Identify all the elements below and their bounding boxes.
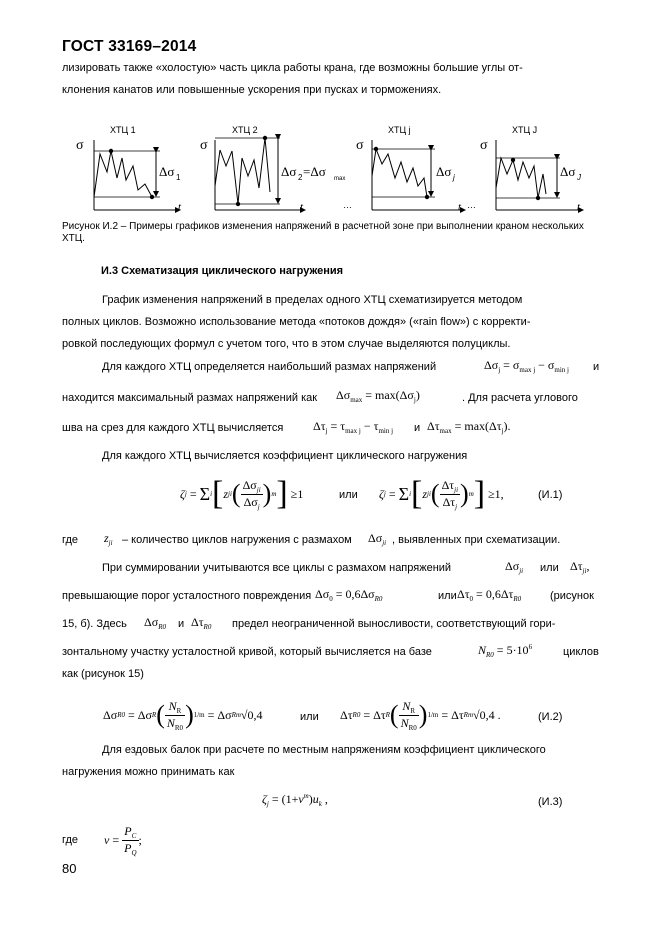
panel-1-title: ХТЦ 1 xyxy=(110,125,136,135)
p4-line-3-end: предел неограниченной выносливости, соответствующий гори- xyxy=(232,618,556,630)
panel-1-sigma: σ xyxy=(76,138,84,153)
p4-line-4: зонтальному участку усталостной кривой, который вычисляется на базе xyxy=(62,646,432,658)
section-heading: И.3 Схематизация циклического нагружения xyxy=(101,265,344,277)
p4-line-1-or: или xyxy=(540,562,559,574)
panel-2-sigma: σ xyxy=(200,138,208,153)
where-label-2: где xyxy=(62,834,79,846)
formula-delta-tau-max: $\Delta\tau_{max} = \max(\Delta\tau_j)$. xyxy=(427,419,511,435)
figure-panel-2 xyxy=(200,125,352,213)
panel-4-t: t xyxy=(577,201,581,213)
p2-line-1: Для каждого ХТЦ определяется наибольший размах напряжений xyxy=(102,361,437,373)
panel-3-dots: … xyxy=(467,200,476,210)
p2-line-2-end: . Для расчета углового xyxy=(462,392,578,404)
p1-line-2: полных циклов. Возможно использование метода «потоков дождя» («rain flow») с корректи- xyxy=(62,316,531,328)
p3-line: Для каждого ХТЦ вычисляется коэффициент циклического нагружения xyxy=(102,450,468,462)
panel-3-t: t xyxy=(458,201,462,213)
equation-i1-number: (И.1) xyxy=(538,489,563,501)
symbol-z-ji: $z_{ji}$ xyxy=(104,531,113,547)
figure-caption: Рисунок И.2 – Примеры графиков изменения напряжений в расчетной зоне при выполнении краном нескольких ХТЦ. xyxy=(62,221,584,244)
p4-line-5: как (рисунок 15) xyxy=(62,668,144,680)
p2-line-2: находится максимальный размах напряжений как xyxy=(62,392,318,404)
formula-n-r0: $N_{R0} = 5\cdot 10^6$ xyxy=(478,643,533,659)
p4-line-4-end: циклов xyxy=(563,646,599,658)
panel-3-delta: Δσ xyxy=(436,164,452,179)
equation-i1-right: ζ j = Σ i [ z ji ( $\frac{\Delta\tau_{ji}}{\Delta\tau_j}$ ) m ] ≥1, xyxy=(379,475,504,512)
figure-panel-3 xyxy=(356,125,476,213)
equation-i2-left: Δσ R0 = Δσ R ( $\frac{N_R}{N_{R0}}$ ) 1/m = Δσ R m √0,4 xyxy=(103,698,263,732)
p1-line-1: График изменения напряжений в пределах одного ХТЦ схематизируется методом xyxy=(102,294,523,306)
panel-2-t: t xyxy=(300,201,304,213)
figure-panel-1 xyxy=(76,125,182,213)
formula-v: v = $\frac{P_C}{P_Q}$ ; xyxy=(104,823,142,857)
symbol-delta-tau-ji: $\Delta\tau_{ji}$, xyxy=(570,559,590,575)
panel-1-t: t xyxy=(178,201,182,213)
panel-4-title: ХТЦ J xyxy=(512,125,538,135)
stress-cycle-figure xyxy=(60,118,605,222)
document-header: ГОСТ 33169–2014 xyxy=(62,38,197,55)
intro-line-1: лизировать также «холостую» часть цикла работы крана, где возможны большие углы от- xyxy=(62,62,523,74)
symbol-delta-tau-r0: $\Delta\tau_{R0}$ xyxy=(191,615,212,631)
symbol-delta-sigma-ji: $\Delta\sigma_{ji}$ xyxy=(368,531,387,547)
panel-1-delta: Δσ xyxy=(159,164,175,179)
formula-delta-sigma-0: $\Delta\sigma_0 = 0,6\Delta\sigma_{R0}$ xyxy=(315,587,383,603)
symbol-delta-sigma-r0: $\Delta\sigma_{R0}$ xyxy=(144,615,166,631)
panel-4-delta-sub: J xyxy=(577,173,581,182)
p4-line-3-and: и xyxy=(178,618,185,630)
panel-2-max-sub: max xyxy=(334,176,346,182)
equation-i2-number: (И.2) xyxy=(538,711,563,723)
equation-i3-number: (И.3) xyxy=(538,796,563,808)
formula-delta-tau-j: $\Delta\tau_j = \tau_{max j} - \tau_{min j}$ xyxy=(313,419,394,435)
panel-3-delta-sub: j xyxy=(453,173,455,182)
p4-line-2: превышающие порог усталостного повреждения xyxy=(62,590,312,602)
formula-delta-sigma-max: $\Delta\sigma_{max} = \max(\Delta\sigma_j)$ xyxy=(336,388,420,404)
p1-line-3: ровкой последующих формул с учетом того, что в этом случае выделяются полуциклы. xyxy=(62,338,511,350)
p4-line-1: При суммировании учитываются все циклы с размахом напряжений xyxy=(102,562,452,574)
where-text-1-end: , выявленных при схематизации. xyxy=(392,534,561,546)
symbol-delta-sigma-ji-2: $\Delta\sigma_{ji}$ xyxy=(505,559,524,575)
panel-2-delta-max: =Δσ xyxy=(303,164,326,179)
equation-i1-or: или xyxy=(339,489,358,501)
panel-2-title: ХТЦ 2 xyxy=(232,125,258,135)
panel-3-title: ХТЦ j xyxy=(388,125,411,135)
equation-i1-left: ζ j = Σ i [ z ji ( $\frac{\Delta\sigma_{ji}}{\Delta\sigma_j}$ ) m ] ≥1 xyxy=(180,475,304,512)
formula-delta-sigma-j: $\Delta\sigma_j = \sigma_{max j} - \sigma_{min j}$ xyxy=(484,358,569,374)
panel-1-delta-sub: 1 xyxy=(176,173,181,182)
formula-delta-tau-0: $\Delta\tau_0 = 0,6\Delta\tau_{R0}$ xyxy=(457,587,522,603)
page-number: 80 xyxy=(62,861,77,876)
intro-line-2: клонения канатов или повышенные ускорения при пусках и торможениях. xyxy=(62,84,442,96)
panel-2-delta: Δσ xyxy=(281,164,297,179)
p4-line-3-start: 15, б). Здесь xyxy=(62,618,127,630)
panel-4-delta: Δσ xyxy=(560,164,576,179)
equation-i2-or: или xyxy=(300,711,319,723)
panel-2-dots: … xyxy=(343,200,352,210)
p2-line-1-end: и xyxy=(593,361,600,373)
p5-line-2: нагружения можно принимать как xyxy=(62,766,235,778)
p2-line-3-and: и xyxy=(414,422,421,434)
p4-line-2-or: или xyxy=(438,590,457,602)
p2-line-3: шва на срез для каждого ХТЦ вычисляется xyxy=(62,422,284,434)
panel-2-delta-sub: 2 xyxy=(298,173,303,182)
where-text-1: – количество циклов нагружения с размахом xyxy=(122,534,352,546)
p5-line-1: Для ездовых балок при расчете по местным напряжениям коэффициент циклического xyxy=(102,744,546,756)
panel-4-sigma: σ xyxy=(480,138,488,153)
figure-panel-4 xyxy=(480,125,583,213)
equation-i2-right: Δτ R0 = Δτ R ( $\frac{N_R}{N_{R0}}$ ) 1/m = Δτ R m √0,4 . xyxy=(340,698,501,732)
p4-line-2-end: (рисунок xyxy=(550,590,594,602)
equation-i3: $\zeta_j = (1+v^m)u_k$ , xyxy=(262,792,328,808)
panel-3-sigma: σ xyxy=(356,138,364,153)
where-label-1: где xyxy=(62,534,79,546)
